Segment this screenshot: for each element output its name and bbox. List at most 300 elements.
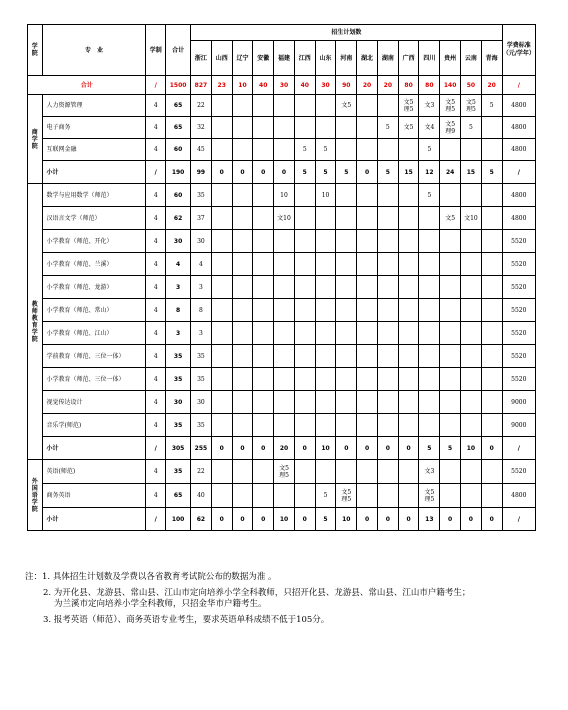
plan-cell [419, 345, 440, 368]
years-cell: 4 [146, 460, 166, 484]
plan-cell: 0 [357, 508, 378, 531]
plan-cell [294, 391, 315, 414]
plan-cell [253, 391, 274, 414]
major-name: 小学教育（师范、兰溪） [42, 253, 146, 276]
subtotal-row [28, 508, 536, 531]
plan-cell [336, 253, 357, 276]
table-row [28, 460, 536, 484]
plan-cell: 32 [191, 117, 212, 139]
plan-cell [481, 230, 502, 253]
plan-cell: 文5 [440, 207, 461, 230]
years-cell: 4 [146, 117, 166, 139]
tuition-cell: 9000 [502, 414, 535, 437]
plan-cell [336, 414, 357, 437]
plan-cell: 35 [191, 345, 212, 368]
grand-total-years: / [146, 76, 166, 95]
province-header: 贵州 [440, 41, 461, 76]
plan-cell: 22 [191, 460, 212, 484]
plan-cell [211, 117, 232, 139]
note-2: 2. 为开化县、龙游县、常山县、江山市定向培养小学全科教师，只招开化县、龙游县、常山县、江山市户籍考生； 为兰溪市定向培养小学全科教师，只招金华市户籍考生。 [43, 588, 471, 609]
plan-cell: 5 [315, 139, 336, 161]
plan-cell [419, 207, 440, 230]
major-name: 汉语言文学（师范） [42, 207, 146, 230]
plan-cell: 23 [211, 76, 232, 95]
row-total-cell: 65 [166, 95, 191, 117]
plan-cell [481, 368, 502, 391]
table-row [28, 368, 536, 391]
plan-cell [211, 139, 232, 161]
tuition-cell: 4800 [502, 184, 535, 207]
plan-cell: 0 [377, 508, 398, 531]
years-cell: 4 [146, 299, 166, 322]
table-row [28, 322, 536, 345]
plan-cell [398, 368, 419, 391]
plan-cell [440, 276, 461, 299]
plan-cell: 文5 [398, 117, 419, 139]
plan-cell [357, 484, 378, 508]
plan-cell [211, 345, 232, 368]
subtotal-years: / [146, 161, 166, 184]
plan-cell [377, 95, 398, 117]
plan-cell [398, 345, 419, 368]
plan-cell [253, 414, 274, 437]
years-cell: 4 [146, 276, 166, 299]
subtotal-label: 小计 [42, 161, 146, 184]
plan-cell [336, 117, 357, 139]
plan-cell [294, 414, 315, 437]
subtotal-label: 小计 [42, 437, 146, 460]
plan-cell [211, 368, 232, 391]
province-header: 湖北 [357, 41, 378, 76]
years-cell: 4 [146, 207, 166, 230]
plan-cell [398, 460, 419, 484]
plan-cell [461, 95, 482, 117]
plan-cell [274, 391, 295, 414]
plan-cell: 80 [419, 76, 440, 95]
tuition-cell: 9000 [502, 391, 535, 414]
plan-cell [419, 368, 440, 391]
plan-cell: 90 [336, 76, 357, 95]
plan-cell: 40 [253, 76, 274, 95]
plan-cell [336, 207, 357, 230]
plan-cell [315, 414, 336, 437]
plan-cell: 99 [191, 161, 212, 184]
row-total-cell: 62 [166, 207, 191, 230]
major-name: 电子商务 [42, 117, 146, 139]
plan-cell [461, 184, 482, 207]
plan-cell [274, 230, 295, 253]
plan-cell: 文4 [419, 117, 440, 139]
years-cell: 4 [146, 230, 166, 253]
plan-cell: 30 [191, 230, 212, 253]
table-row [28, 95, 536, 117]
plan-cell [232, 139, 253, 161]
plan-cell [461, 230, 482, 253]
plan-cell-part: 理5 [445, 105, 456, 113]
plan-cell [419, 391, 440, 414]
plan-cell [377, 253, 398, 276]
years-cell: 4 [146, 95, 166, 117]
plan-cell: 10 [315, 437, 336, 460]
plan-cell [357, 414, 378, 437]
plan-cell-part: 理5 [424, 495, 435, 503]
plan-cell [315, 322, 336, 345]
plan-cell-part: 文5 [465, 98, 476, 106]
plan-cell [461, 253, 482, 276]
plan-cell: 0 [440, 508, 461, 531]
plan-cell [336, 322, 357, 345]
plan-cell [357, 322, 378, 345]
plan-cell: 255 [191, 437, 212, 460]
grand-total-tuition: / [502, 76, 535, 95]
plan-cell [253, 207, 274, 230]
plan-cell [377, 276, 398, 299]
note-1: 注：1. 具体招生计划数及学费以各省教育考试院公布的数据为准 。 [25, 572, 277, 582]
plan-cell [315, 299, 336, 322]
plan-cell [315, 207, 336, 230]
plan-cell-part: 文5 [445, 120, 456, 128]
plan-cell: 37 [191, 207, 212, 230]
plan-cell [315, 391, 336, 414]
plan-cell [274, 414, 295, 437]
plan-cell [357, 230, 378, 253]
row-total-cell: 35 [166, 414, 191, 437]
tuition-cell: 4800 [502, 95, 535, 117]
plan-cell [336, 368, 357, 391]
row-total-cell: 3 [166, 276, 191, 299]
plan-cell: 5 [419, 437, 440, 460]
subtotal-row [28, 161, 536, 184]
table-row [28, 184, 536, 207]
plan-cell [294, 460, 315, 484]
years-cell: 4 [146, 253, 166, 276]
plan-cell [440, 117, 461, 139]
plan-cell: 0 [357, 437, 378, 460]
plan-cell [274, 276, 295, 299]
plan-cell: 30 [274, 76, 295, 95]
plan-cell [315, 230, 336, 253]
row-total-cell: 30 [166, 391, 191, 414]
province-header: 广西 [398, 41, 419, 76]
plan-cell [377, 391, 398, 414]
plan-cell [211, 299, 232, 322]
plan-cell: 15 [461, 161, 482, 184]
plan-cell: 10 [274, 508, 295, 531]
plan-cell [398, 253, 419, 276]
grand-total-row [28, 76, 536, 95]
plan-cell [357, 95, 378, 117]
plan-cell: 0 [232, 437, 253, 460]
plan-cell [481, 207, 502, 230]
plan-cell: 45 [191, 139, 212, 161]
plan-cell: 文10 [274, 207, 295, 230]
plan-cell [232, 95, 253, 117]
subtotal-tuition: / [502, 161, 535, 184]
plan-cell: 5 [294, 161, 315, 184]
plan-cell [461, 139, 482, 161]
plan-cell [294, 276, 315, 299]
plan-cell [232, 184, 253, 207]
plan-cell: 0 [211, 508, 232, 531]
plan-cell: 22 [191, 95, 212, 117]
plan-cell [419, 322, 440, 345]
plan-cell [294, 322, 315, 345]
college-cell: 商学院 [28, 95, 43, 184]
plan-cell [315, 95, 336, 117]
plan-cell: 5 [481, 95, 502, 117]
plan-cell: 5 [419, 139, 440, 161]
plan-cell [377, 345, 398, 368]
province-header: 青海 [481, 41, 502, 76]
plan-cell [274, 460, 295, 484]
plan-cell [336, 184, 357, 207]
plan-cell [253, 299, 274, 322]
note-label: 注： [25, 572, 43, 582]
plan-cell [357, 207, 378, 230]
tuition-cell: 5520 [502, 299, 535, 322]
plan-cell [357, 391, 378, 414]
plan-cell [232, 207, 253, 230]
province-header: 四川 [419, 41, 440, 76]
plan-cell [211, 460, 232, 484]
row-total-cell: 65 [166, 117, 191, 139]
plan-cell: 文10 [461, 207, 482, 230]
table-row [28, 345, 536, 368]
plan-cell: 5 [481, 161, 502, 184]
plan-cell: 10 [315, 184, 336, 207]
plan-cell-part: 理5 [465, 105, 476, 113]
tuition-cell: 5520 [502, 276, 535, 299]
plan-cell [440, 391, 461, 414]
province-header: 山西 [211, 41, 232, 76]
plan-cell: 62 [191, 508, 212, 531]
plan-cell [253, 460, 274, 484]
plan-cell [232, 299, 253, 322]
plan-cell [336, 345, 357, 368]
plan-cell [336, 299, 357, 322]
plan-cell [232, 414, 253, 437]
major-name: 小学教育（师范、三位一体） [42, 368, 146, 391]
plan-cell: 0 [294, 437, 315, 460]
plan-cell [481, 322, 502, 345]
plan-cell: 24 [440, 161, 461, 184]
plan-cell [274, 368, 295, 391]
plan-cell [377, 414, 398, 437]
plan-cell [461, 276, 482, 299]
plan-cell-part: 文5 [341, 488, 352, 496]
plan-cell [211, 322, 232, 345]
plan-cell [232, 230, 253, 253]
province-header: 辽宁 [232, 41, 253, 76]
plan-cell [461, 460, 482, 484]
plan-cell-part: 理5 [341, 495, 352, 503]
plan-cell [398, 207, 419, 230]
major-name: 学前教育（师范、三位一体） [42, 345, 146, 368]
major-name: 数学与应用数学（师范） [42, 184, 146, 207]
plan-cell: 140 [440, 76, 461, 95]
plan-cell [211, 276, 232, 299]
years-cell: 4 [146, 322, 166, 345]
college-cell: 外国语学院 [28, 460, 43, 531]
major-name: 人力资源管理 [42, 95, 146, 117]
enrollment-plan-table [27, 24, 536, 531]
plan-cell: 0 [481, 437, 502, 460]
plan-cell [315, 345, 336, 368]
plan-cell [440, 484, 461, 508]
plan-cell [398, 484, 419, 508]
plan-cell: 0 [481, 508, 502, 531]
plan-cell [232, 484, 253, 508]
plan-cell [440, 184, 461, 207]
plan-cell [398, 322, 419, 345]
tuition-cell: 4800 [502, 207, 535, 230]
plan-cell-part: 文5 [279, 464, 289, 472]
years-cell: 4 [146, 368, 166, 391]
plan-cell [440, 230, 461, 253]
plan-cell [419, 299, 440, 322]
major-name: 小学教育（师范、开化） [42, 230, 146, 253]
plan-cell: 20 [481, 76, 502, 95]
plan-cell [419, 414, 440, 437]
plan-cell [211, 95, 232, 117]
row-total-cell: 8 [166, 299, 191, 322]
plan-cell [274, 322, 295, 345]
row-total-cell: 35 [166, 460, 191, 484]
plan-cell [481, 414, 502, 437]
plan-cell: 0 [336, 437, 357, 460]
plan-cell [419, 484, 440, 508]
years-cell: 4 [146, 139, 166, 161]
plan-cell [294, 117, 315, 139]
plan-cell: 0 [253, 161, 274, 184]
plan-cell [294, 345, 315, 368]
plan-cell [440, 368, 461, 391]
plan-cell [357, 139, 378, 161]
table-row [28, 117, 536, 139]
subtotal-total: 100 [166, 508, 191, 531]
row-total-cell: 4 [166, 253, 191, 276]
plan-cell [232, 368, 253, 391]
tuition-cell: 5520 [502, 368, 535, 391]
plan-cell [211, 184, 232, 207]
plan-cell: 3 [191, 322, 212, 345]
plan-cell: 80 [398, 76, 419, 95]
plan-cell [336, 276, 357, 299]
plan-cell [336, 391, 357, 414]
plan-cell: 13 [419, 508, 440, 531]
plan-cell [461, 391, 482, 414]
header-years: 学制 [146, 25, 166, 76]
note-3: 3. 报考英语（师范）、商务英语专业考生，要求英语单科成绩不低于105分。 [43, 615, 330, 625]
plan-cell: 0 [253, 508, 274, 531]
plan-cell [274, 484, 295, 508]
plan-cell: 0 [377, 437, 398, 460]
plan-cell [357, 117, 378, 139]
plan-cell [357, 276, 378, 299]
plan-cell-part: 文5 [403, 98, 414, 106]
plan-cell: 0 [398, 437, 419, 460]
plan-cell [315, 368, 336, 391]
years-cell: 4 [146, 484, 166, 508]
plan-cell [336, 484, 357, 508]
plan-cell [377, 484, 398, 508]
plan-cell: 0 [232, 508, 253, 531]
plan-cell [253, 95, 274, 117]
plan-cell: 20 [357, 76, 378, 95]
major-name: 商务英语 [42, 484, 146, 508]
years-cell: 4 [146, 414, 166, 437]
plan-cell: 15 [398, 161, 419, 184]
row-total-cell: 35 [166, 368, 191, 391]
enrollment-plan-sheet [27, 24, 536, 531]
grand-total-label: 合计 [28, 76, 146, 95]
plan-cell [232, 391, 253, 414]
tuition-cell: 5520 [502, 322, 535, 345]
plan-cell [440, 460, 461, 484]
subtotal-total: 305 [166, 437, 191, 460]
subtotal-row [28, 437, 536, 460]
tuition-cell: 4800 [502, 117, 535, 139]
plan-cell: 40 [294, 76, 315, 95]
plan-cell: 0 [294, 508, 315, 531]
plan-cell [440, 414, 461, 437]
header-total: 合计 [166, 25, 191, 76]
plan-cell [419, 253, 440, 276]
province-header: 浙江 [191, 41, 212, 76]
plan-cell: 3 [191, 276, 212, 299]
subtotal-label: 小计 [42, 508, 146, 531]
plan-cell [294, 184, 315, 207]
plan-cell [232, 322, 253, 345]
plan-cell [440, 299, 461, 322]
plan-cell [481, 345, 502, 368]
plan-cell: 文3 [419, 95, 440, 117]
tuition-cell: 5520 [502, 253, 535, 276]
plan-cell: 12 [419, 161, 440, 184]
row-total-cell: 3 [166, 322, 191, 345]
plan-cell [315, 117, 336, 139]
grand-total-total: 1500 [166, 76, 191, 95]
plan-cell [211, 207, 232, 230]
province-header: 湖南 [377, 41, 398, 76]
plan-cell [377, 207, 398, 230]
plan-cell-part: 理9 [445, 127, 456, 135]
plan-cell [211, 391, 232, 414]
plan-cell [274, 95, 295, 117]
subtotal-years: / [146, 508, 166, 531]
plan-cell [294, 95, 315, 117]
plan-cell [461, 368, 482, 391]
plan-cell [274, 345, 295, 368]
plan-cell [357, 345, 378, 368]
major-name: 小学教育（师范、常山） [42, 299, 146, 322]
plan-cell: 文3 [419, 460, 440, 484]
row-total-cell: 30 [166, 230, 191, 253]
plan-cell: 20 [274, 437, 295, 460]
plan-cell [211, 414, 232, 437]
plan-cell: 0 [274, 161, 295, 184]
plan-cell [377, 139, 398, 161]
plan-cell: 4 [191, 253, 212, 276]
table-row [28, 484, 536, 508]
plan-cell [357, 299, 378, 322]
plan-cell [398, 391, 419, 414]
plan-cell [253, 322, 274, 345]
plan-cell: 0 [357, 161, 378, 184]
plan-cell [377, 230, 398, 253]
plan-cell [481, 391, 502, 414]
plan-cell [398, 276, 419, 299]
